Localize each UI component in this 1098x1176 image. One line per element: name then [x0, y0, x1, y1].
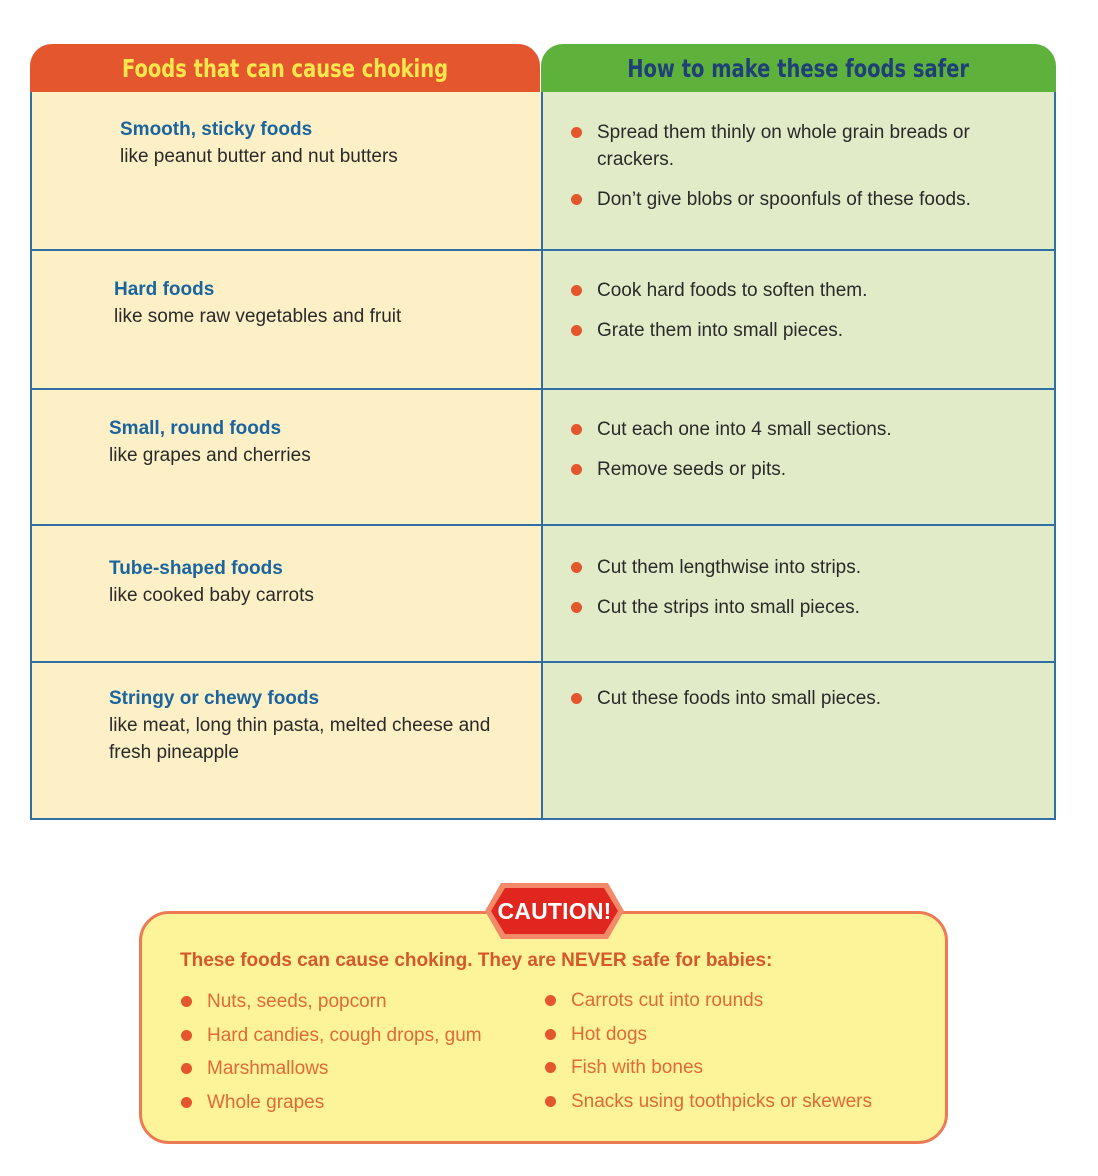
list-item: [180, 1024, 482, 1058]
list-item: [544, 1090, 872, 1124]
bullet-icon: [571, 285, 582, 296]
list-item: [180, 990, 482, 1024]
food-title: Hard foods: [114, 279, 215, 300]
bullet-icon: [571, 325, 582, 336]
bullet-icon: [571, 562, 582, 573]
list-item-text: Hard candies, cough drops, gum: [207, 1024, 482, 1046]
safety-tip: [568, 119, 1018, 173]
bullet-icon: [181, 1030, 192, 1041]
never-safe-list-right: [544, 989, 872, 1123]
list-item-text: Fish with bones: [571, 1057, 704, 1078]
safety-tip: [568, 594, 1018, 621]
safety-tip: [568, 416, 1018, 443]
safety-tip: [568, 277, 1018, 304]
list-item: [544, 1056, 872, 1090]
food-title: Stringy or chewy foods: [109, 688, 320, 709]
food-description: like cooked baby carrots: [109, 585, 314, 606]
bullet-icon: [571, 602, 582, 613]
food-title: Tube-shaped foods: [109, 558, 283, 579]
safety-tips: [568, 119, 1018, 226]
safety-tips: [568, 277, 1018, 357]
right-column-header-label: How to make these foods safer: [627, 53, 970, 83]
table-row: [32, 663, 1054, 820]
food-description: like some raw vegetables and fruit: [114, 306, 402, 327]
list-item-text: Carrots cut into rounds: [571, 990, 764, 1011]
list-item: [180, 1057, 482, 1091]
list-item-text: Nuts, seeds, popcorn: [207, 991, 387, 1012]
food-title: Small, round foods: [109, 418, 282, 439]
bullet-icon: [571, 693, 582, 704]
right-column-header: [541, 44, 1056, 92]
caution-badge: [483, 881, 626, 941]
left-column-header: [30, 44, 540, 92]
safety-tip: [568, 456, 1018, 483]
bullet-icon: [545, 1096, 556, 1107]
bullet-icon: [545, 1029, 556, 1040]
safety-tip-text: Cut the strips into small pieces.: [597, 597, 860, 618]
safety-tip-text: Grate them into small pieces.: [597, 320, 844, 341]
bullet-icon: [181, 996, 192, 1007]
list-item-text: Whole grapes: [207, 1091, 325, 1113]
table-row: [32, 390, 1054, 524]
safety-tip-text: Spread them thinly on whole grain breads or crackers.: [597, 122, 970, 170]
safety-tips: [568, 554, 1018, 634]
safety-tip-text: Don’t give blobs or spoonfuls of these foods.: [597, 189, 971, 210]
food-category: [114, 276, 401, 330]
table-row: [32, 92, 1054, 249]
left-column-header-label: Foods that can cause choking: [121, 53, 449, 83]
safety-tips: [568, 685, 1018, 725]
food-category: [109, 685, 509, 766]
food-description: like peanut butter and nut butters: [120, 146, 398, 167]
safety-tip: [568, 186, 1018, 213]
list-item-text: Hot dogs: [571, 1023, 648, 1045]
food-category: [109, 415, 311, 469]
bullet-icon: [571, 127, 582, 138]
safety-tip-text: Cut them lengthwise into strips.: [597, 557, 862, 578]
food-title: Smooth, sticky foods: [120, 119, 313, 140]
never-safe-list-left: [180, 990, 482, 1124]
safety-tip: [568, 317, 1018, 344]
choking-foods-table: [30, 44, 1056, 820]
caution-badge-label: CAUTION!: [497, 897, 612, 924]
table-row: [32, 526, 1054, 661]
safety-tip-text: Remove seeds or pits.: [597, 459, 787, 480]
food-description: like grapes and cherries: [109, 445, 311, 466]
table-row: [32, 251, 1054, 388]
bullet-icon: [571, 464, 582, 475]
safety-tip-text: Cook hard foods to soften them.: [597, 280, 868, 301]
safety-tips: [568, 416, 1018, 496]
list-item: [544, 989, 872, 1023]
food-category: [120, 116, 398, 170]
safety-tip-text: Cut these foods into small pieces.: [597, 688, 882, 709]
safety-tip-text: Cut each one into 4 small sections.: [597, 419, 892, 440]
bullet-icon: [181, 1097, 192, 1108]
food-description: like meat, long thin pasta, melted cheese and fresh pineapple: [109, 715, 491, 763]
bullet-icon: [571, 424, 582, 435]
food-category: [109, 555, 314, 609]
bullet-icon: [545, 995, 556, 1006]
bullet-icon: [571, 194, 582, 205]
list-item: [544, 1023, 872, 1057]
safety-tip: [568, 554, 1018, 581]
bullet-icon: [545, 1062, 556, 1073]
caution-heading: These foods can cause choking. They are NEVER safe for babies:: [180, 950, 773, 971]
list-item-text: Snacks using toothpicks or skewers: [571, 1090, 872, 1112]
list-item-text: Marshmallows: [207, 1058, 329, 1079]
table-body: [30, 92, 1056, 820]
bullet-icon: [181, 1063, 192, 1074]
safety-tip: [568, 685, 1018, 712]
list-item: [180, 1091, 482, 1125]
